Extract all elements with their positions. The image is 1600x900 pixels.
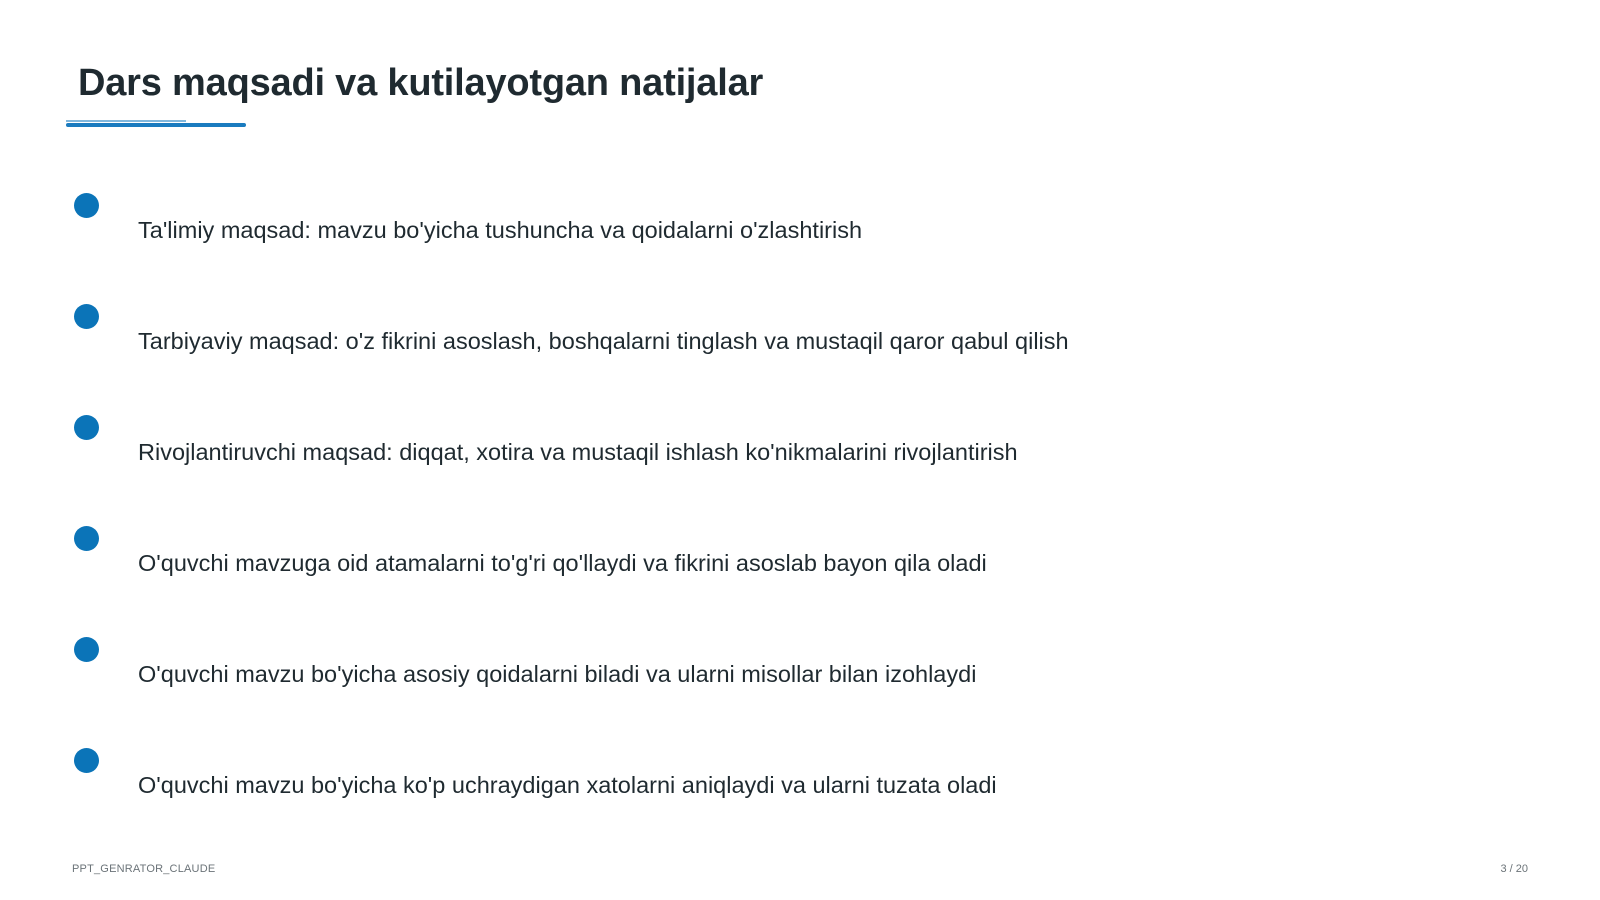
list-item xyxy=(0,637,1600,717)
bullet-text: O'quvchi mavzu bo'yicha asosiy qoidalarni biladi va ularni misollar bilan izohlaydi xyxy=(138,661,977,687)
bullet-dot-icon xyxy=(74,415,99,440)
list-item xyxy=(0,415,1600,495)
list-item xyxy=(0,748,1600,828)
list-item xyxy=(0,304,1600,384)
bullet-text: Rivojlantiruvchi maqsad: diqqat, xotira va mustaqil ishlash ko'nikmalarini rivojlantirish xyxy=(138,439,1018,465)
bullet-text: Ta'limiy maqsad: mavzu bo'yicha tushuncha va qoidalarni o'zlashtirish xyxy=(138,217,863,243)
bullet-dot-icon xyxy=(74,637,99,662)
list-item xyxy=(0,526,1600,606)
bullet-dot-icon xyxy=(74,304,99,329)
bullet-dot-icon xyxy=(74,526,99,551)
bullet-text: O'quvchi mavzu bo'yicha ko'p uchraydigan xatolarni aniqlaydi va ularni tuzata oladi xyxy=(138,772,997,798)
bullet-text: Tarbiyaviy maqsad: o'z fikrini asoslash, boshqalarni tinglash va mustaqil qaror qabul qilish xyxy=(138,328,1069,354)
slide-title: Dars maqsadi va kutilayotgan natijalar xyxy=(78,62,764,104)
bullet-text: O'quvchi mavzuga oid atamalarni to'g'ri qo'llaydi va fikrini asoslab bayon qila oladi xyxy=(138,550,987,576)
page-indicator: 3 / 20 xyxy=(1500,863,1528,875)
list-item xyxy=(0,193,1600,273)
footer-label: PPT_GENRATOR_CLAUDE xyxy=(72,863,216,875)
bullet-dot-icon xyxy=(74,748,99,773)
bullet-dot-icon xyxy=(74,193,99,218)
